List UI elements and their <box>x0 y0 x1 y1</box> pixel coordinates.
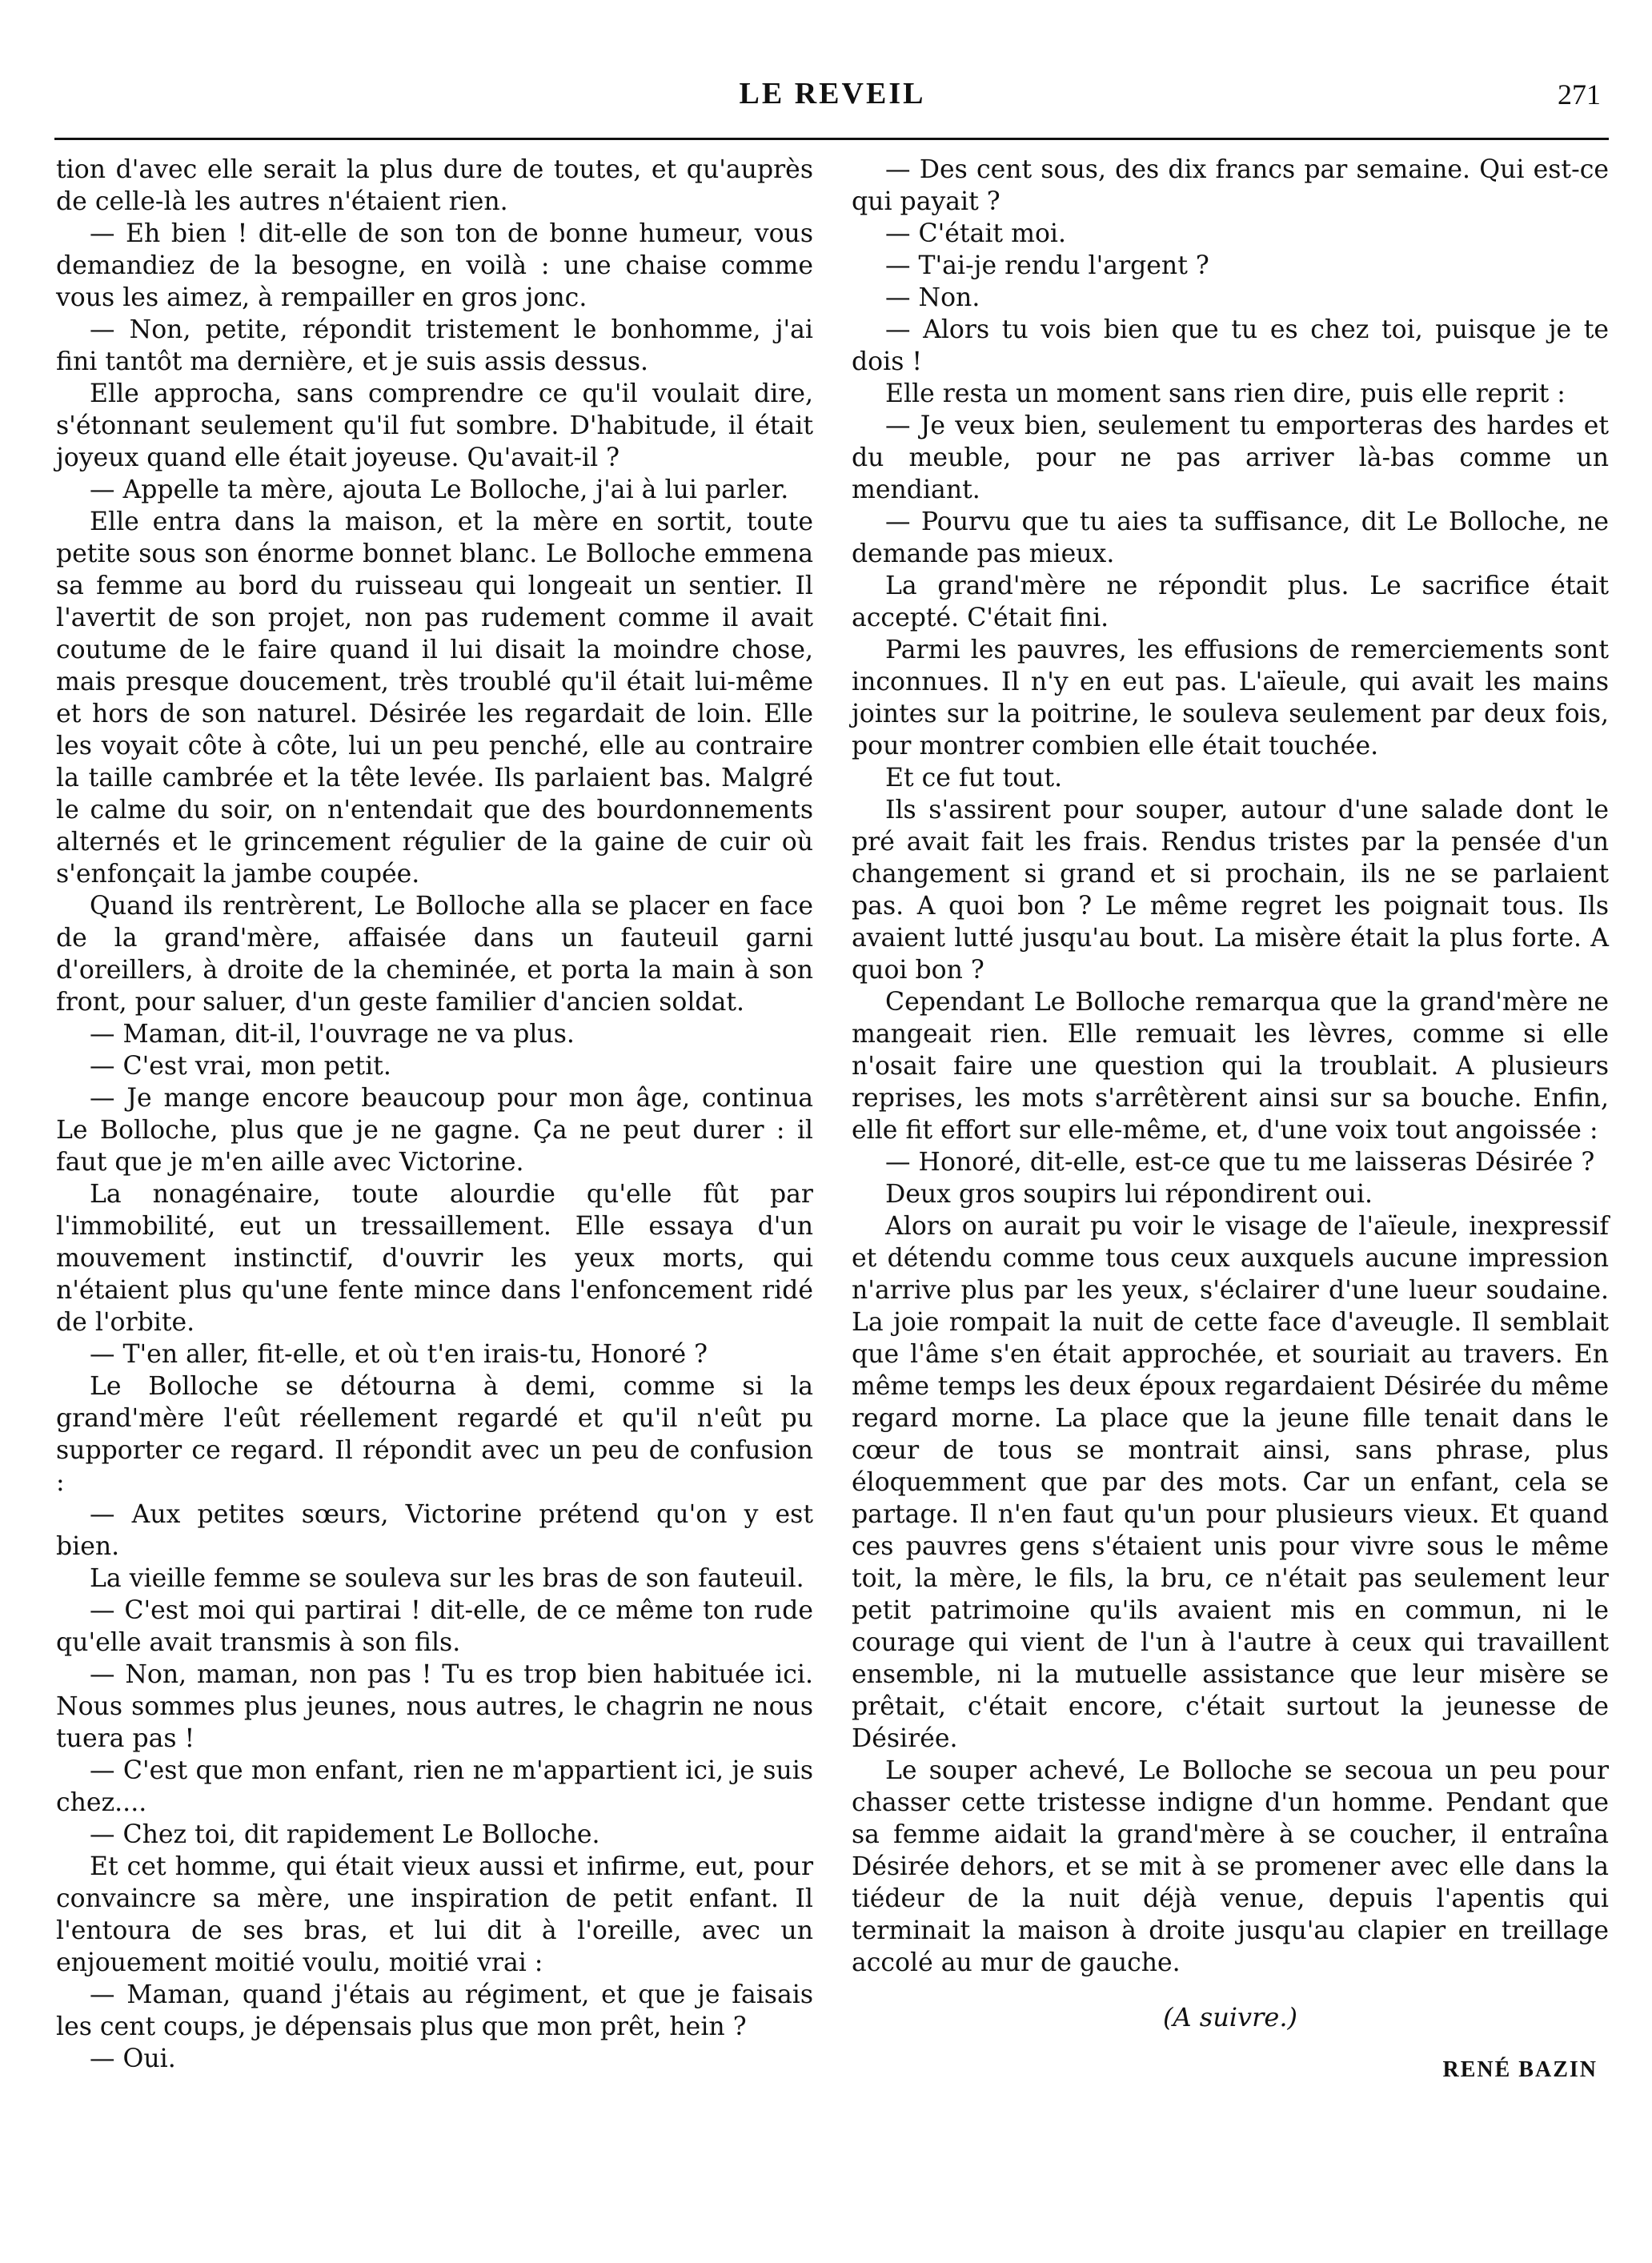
paragraph: Elle approcha, sans comprendre ce qu'il voulait dire, s'étonnant seulement qu'il fut sombre. D'habitude, il était joyeux quand elle était joyeuse. Qu'avait-il ? <box>56 379 813 472</box>
paragraph: — Alors tu vois bien que tu es chez toi, puisque je te dois ! <box>852 315 1609 376</box>
paragraph: Elle resta un moment sans rien dire, puis elle reprit : <box>885 379 1566 408</box>
paragraph: — Oui. <box>90 2044 176 2073</box>
paragraph: — Non. <box>885 283 980 312</box>
paragraph: La vieille femme se souleva sur les bras de son fauteuil. <box>90 1564 804 1593</box>
right-column <box>852 154 1609 2083</box>
paragraph: — Aux petites sœurs, Victorine prétend qu'on y est bien. <box>56 1500 813 1561</box>
paragraph: Quand ils rentrèrent, Le Bolloche alla se placer en face de la grand'mère, affaisée dans un fauteuil garni d'oreillers, à droite de la cheminée, et porta la main à son front, pour saluer, d'un geste familier d'ancien soldat. <box>56 892 813 1017</box>
text-columns <box>56 154 1609 2083</box>
paragraph: — Je mange encore beaucoup pour mon âge, continua Le Bolloche, plus que je ne gagne. Ça ne peut durer : il faut que je m'en aille avec Victorine. <box>56 1084 813 1177</box>
paragraph: — Appelle ta mère, ajouta Le Bolloche, j'ai à lui parler. <box>90 475 789 504</box>
paragraph: Le Bolloche se détourna à demi, comme si la grand'mère l'eût réellement regardé et qu'il n'eût pu supporter ce regard. Il répondit avec un peu de confusion : <box>56 1372 813 1497</box>
paragraph: — T'ai-je rendu l'argent ? <box>885 251 1209 280</box>
left-column <box>56 154 813 2083</box>
paragraph: — C'est moi qui partirai ! dit-elle, de ce même ton rude qu'elle avait transmis à son fils. <box>56 1596 813 1657</box>
paragraph: La grand'mère ne répondit plus. Le sacrifice était accepté. C'était fini. <box>852 572 1609 632</box>
paragraph: — Honoré, dit-elle, est-ce que tu me laisseras Désirée ? <box>885 1148 1595 1177</box>
paragraph: — Eh bien ! dit-elle de son ton de bonne humeur, vous demandiez de la besogne, en voilà : une chaise comme vous les aimez, à rempailler en gros jonc. <box>56 219 813 312</box>
author-signature: RENÉ BAZIN <box>1442 2057 1598 2082</box>
paragraph: — Maman, dit-il, l'ouvrage ne va plus. <box>90 1020 575 1049</box>
paragraph: Deux gros soupirs lui répondirent oui. <box>885 1180 1373 1209</box>
paragraph: — C'était moi. <box>885 219 1067 248</box>
page-number: 271 <box>1558 78 1601 110</box>
page-title: LE REVEIL <box>739 77 926 110</box>
paragraph: — Je veux bien, seulement tu emporteras des hardes et du meuble, pour ne pas arriver là-bas comme un mendiant. <box>852 411 1609 504</box>
paragraph: Cependant Le Bolloche remarqua que la grand'mère ne mangeait rien. Elle remuait les lèvres, comme si elle n'osait faire une question qui la troublait. A plusieurs reprises, les mots s'arrêtèrent ainsi sur sa bouche. Enfin, elle fit effort sur elle-même, et, d'une voix tout angoissée : <box>852 988 1609 1145</box>
paragraph: — Non, maman, non pas ! Tu es trop bien habituée ici. Nous sommes plus jeunes, nous autres, le chagrin ne nous tuera pas ! <box>56 1660 813 1753</box>
paragraph: — C'est vrai, mon petit. <box>90 1052 391 1081</box>
paragraph: — Non, petite, répondit tristement le bonhomme, j'ai fini tantôt ma dernière, et je suis assis dessus. <box>56 315 813 376</box>
paragraph: — Maman, quand j'étais au régiment, et que je faisais les cent coups, je dépensais plus que mon prêt, hein ? <box>56 1980 813 2041</box>
paragraph: tion d'avec elle serait la plus dure de toutes, et qu'auprès de celle-là les autres n'étaient rien. <box>56 155 813 216</box>
paragraph: — Chez toi, dit rapidement Le Bolloche. <box>90 1820 600 1849</box>
paragraph: Parmi les pauvres, les effusions de remerciements sont inconnues. Il n'y en eut pas. L'aïeule, qui avait les mains jointes sur la poitrine, le souleva seulement par deux fois, pour montrer combien elle était touchée. <box>852 636 1609 760</box>
paragraph: Elle entra dans la maison, et la mère en sortit, toute petite sous son énorme bonnet blanc. Le Bolloche emmena sa femme au bord du ruisseau qui longeait un sentier. Il l'avertit de son projet, non pas rudement comme il avait coutume de le faire quand il lui disait la moindre chose, mais presque doucement, très troublé qu'il était lui-même et hors de son naturel. Désirée les regardait de loin. Elle les voyait côte à côte, lui un peu penché, elle au contraire la taille cambrée et la tête levée. Ils parlaient bas. Malgré le calme du soir, on n'entendait que des bourdonnements alternés et le grincement régulier de la gaine de cuir où s'enfonçait la jambe coupée. <box>56 508 813 889</box>
paragraph: — Des cent sous, des dix francs par semaine. Qui est-ce qui payait ? <box>852 155 1609 216</box>
page-header <box>56 76 1609 120</box>
paragraph: Ils s'assirent pour souper, autour d'une salade dont le pré avait fait les frais. Rendus tristes par la pensée d'un changement si grand et si prochain, ils ne se parlaient pas. A quoi bon ? Le même regret les poignait tous. Ils avaient lutté jusqu'au bout. La misère était la plus forte. A quoi bon ? <box>852 796 1609 985</box>
header-rule <box>54 138 1609 140</box>
paragraph: — T'en aller, fit-elle, et où t'en irais-tu, Honoré ? <box>90 1340 708 1369</box>
paragraph: — Pourvu que tu aies ta suffisance, dit Le Bolloche, ne demande pas mieux. <box>852 508 1609 568</box>
paragraph: Le souper achevé, Le Bolloche se secoua un peu pour chasser cette tristesse indigne d'un homme. Pendant que sa femme aidait la grand'mère à se coucher, il entraîna Désirée dehors, et se mit à se promener avec elle dans la tiédeur de la nuit déjà venue, depuis l'apentis qui terminait la maison à droite jusqu'au clapier en treillage accolé au mur de gauche. <box>852 1756 1609 1977</box>
to-be-continued: (A suivre.) <box>1163 2002 1297 2032</box>
paragraph: Et cet homme, qui était vieux aussi et infirme, eut, pour convaincre sa mère, une inspiration de petit enfant. Il l'entoura de ses bras, et lui dit à l'oreille, avec un enjouement moitié voulu, moitié vrai : <box>56 1852 813 1977</box>
paragraph: Et ce fut tout. <box>885 764 1063 792</box>
paragraph: La nonagénaire, toute alourdie qu'elle fût par l'immobilité, eut un tressaillement. Elle essaya d'un mouvement instinctif, d'ouvrir les yeux morts, qui n'étaient plus qu'une fente mince dans l'enfoncement ridé de l'orbite. <box>56 1180 813 1337</box>
paragraph: Alors on aurait pu voir le visage de l'aïeule, inexpressif et détendu comme tous ceux auxquels aucune impression n'arrive plus par les yeux, s'éclairer d'une lueur soudaine. La joie rompait la nuit de cette face d'aveugle. Il semblait que l'âme s'en était approchée, et souriait au travers. En même temps les deux époux regardaient Désirée du même regard morne. La place que la jeune fille tenait dans le cœur de tous se montrait ainsi, sans phrase, plus éloquemment que par des mots. Car un enfant, cela se partage. Il n'en faut qu'un pour plusieurs vieux. Et quand ces pauvres gens s'étaient unis pour vivre sous le même toit, la mère, le fils, la bru, ce n'était pas seulement leur petit patrimoine qu'ils avaient mis en commun, ni le courage qui vient de l'un à l'autre à ceux qui travaillent ensemble, ni la mutuelle assistance que leur misère se prêtait, c'était encore, c'était surtout la jeunesse de Désirée. <box>852 1212 1609 1753</box>
paragraph: — C'est que mon enfant, rien ne m'appartient ici, je suis chez.... <box>56 1756 813 1817</box>
